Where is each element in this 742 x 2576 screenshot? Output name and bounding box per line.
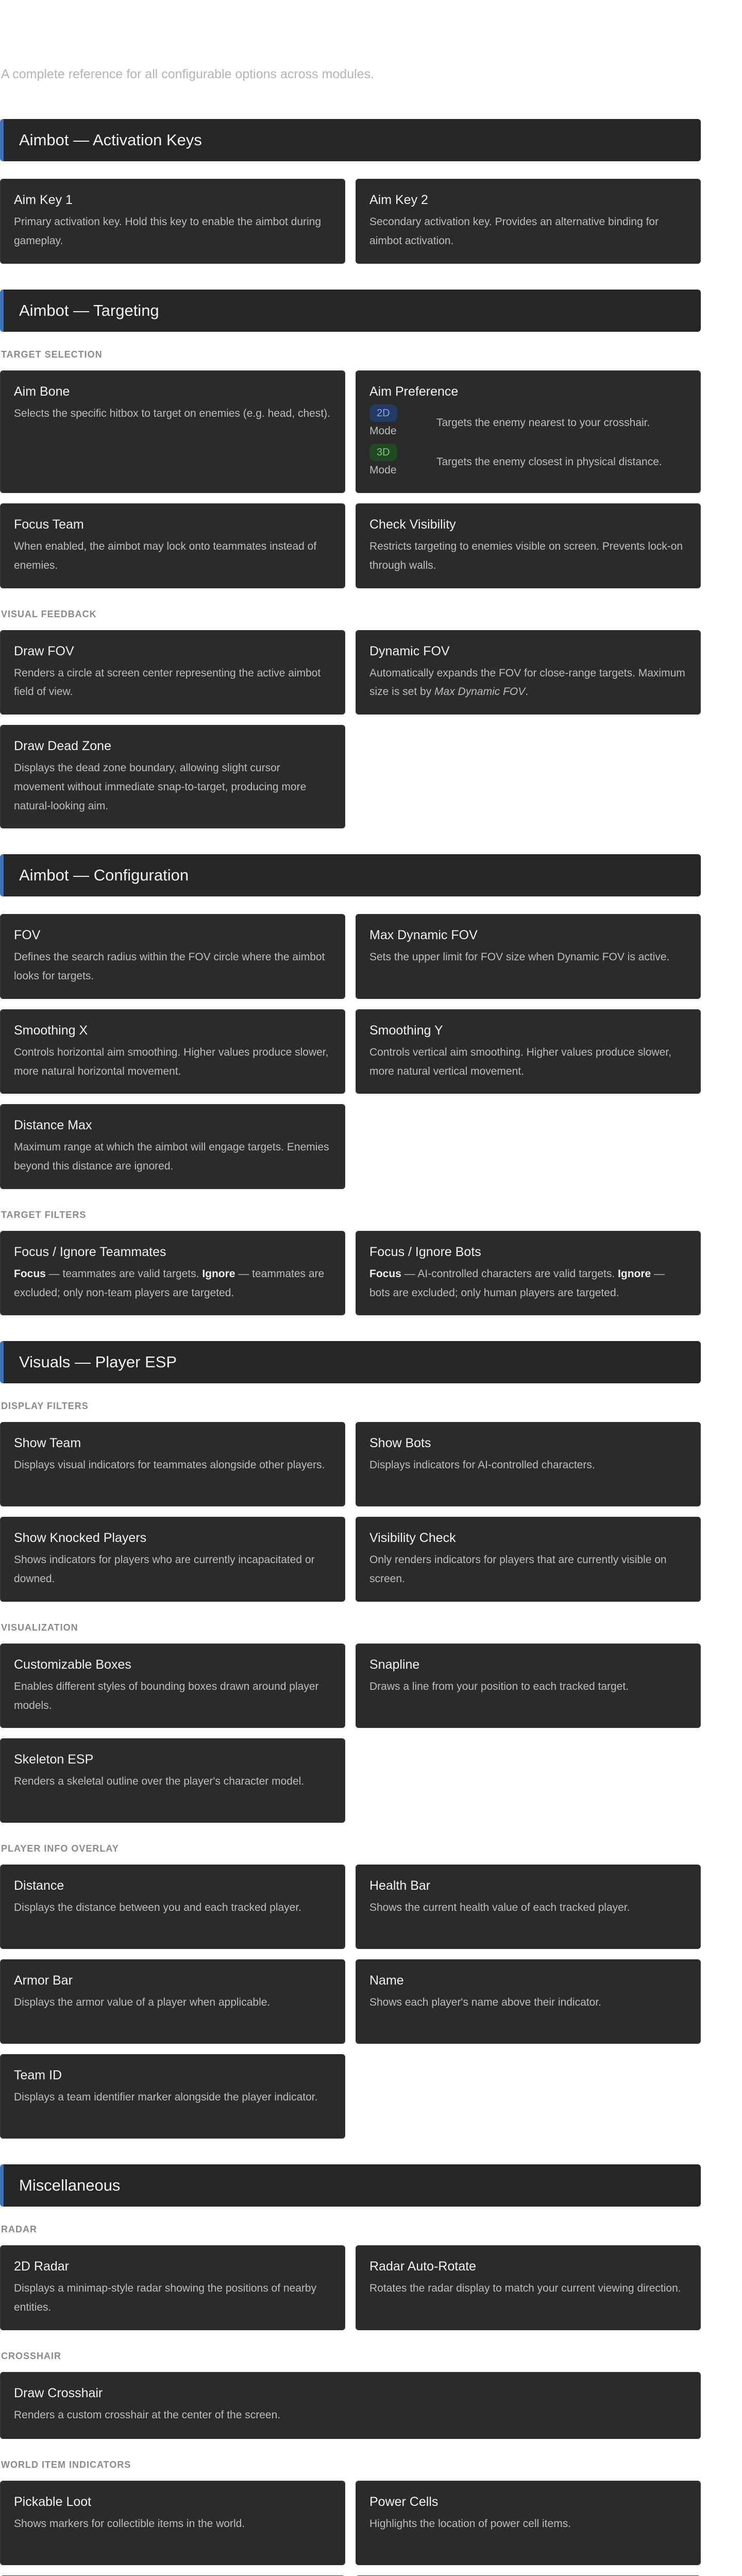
card-desc: Renders a custom crosshair at the center of the screen. [14,2409,281,2421]
card-desc: Draws a line from your position to each tracked target. [369,1680,629,1692]
card-show-knocked-players [0,1517,345,1602]
card-title: Max Dynamic FOV [369,928,478,943]
section-activation [0,119,701,264]
card-title: Armor Bar [14,1973,73,1988]
card-desc: Selects the specific hitbox to target on enemies (e.g. head, chest). [14,407,331,419]
subheading-crosshair: CROSSHAIR [1,2350,62,2361]
card-grid [0,370,701,588]
card-desc: Highlights the location of power cell items. [369,2517,571,2530]
card-title: Power Cells [369,2494,439,2509]
card-title: Distance Max [14,1118,92,1133]
section-header-activation: Aimbot — Activation Keys [0,119,701,161]
card-title: Draw Crosshair [14,2385,103,2400]
card-desc: Displays a team identifier marker alongside the player indicator. [14,2091,318,2104]
card-desc: Displays visual indicators for teammates alongside other players. [14,1459,325,1471]
card-title: 2D Radar [14,2259,69,2274]
section-header-miscellaneous: Miscellaneous [0,2164,701,2207]
card-aim-bone [0,370,345,494]
card-title: Snapline [369,1657,420,1672]
card-desc: Shows indicators for players who are currently incapacitated or downed. [14,1554,315,1585]
card-grid [0,914,701,1189]
card-row [0,2372,701,2439]
card-desc: Displays the armor value of a player when applicable. [14,1996,271,2009]
card-desc: Displays the distance between you and each tracked player. [14,1902,302,1914]
card-title: Draw FOV [14,643,74,658]
card-grid [0,1231,701,1316]
card-desc: Maximum range at which the aimbot will engage targets. Enemies beyond this distance are ignored. [14,1141,329,1172]
card-title: Skeleton ESP [14,1752,94,1767]
card-snapline [356,1643,701,1728]
card-distance-max [0,1104,345,1189]
card-focus-ignore-teammates [0,1231,345,1316]
card-title: Health Bar [369,1878,431,1893]
card-desc [369,1265,687,1303]
card-title: Draw Dead Zone [14,739,111,753]
section-header-player-esp: Visuals — Player ESP [0,1341,701,1383]
card-title: FOV [14,928,41,943]
section-header-targeting: Aimbot — Targeting [0,290,701,332]
desc-text: — bots are excluded; only human players are targeted. [369,1267,665,1299]
card-title: Show Bots [369,1436,431,1451]
card-grid [0,2245,701,2330]
card-pickable-loot [0,2481,345,2565]
card-desc: Secondary activation key. Provides an alternative binding for aimbot activation. [369,216,659,247]
card-title: Show Team [14,1436,81,1451]
mode-label: Mode [369,464,397,477]
card-title: Aim Key 2 [369,193,428,207]
card-focus-team [0,503,345,588]
focus-label: Focus [14,1267,46,1280]
card-max-dynamic-fov [356,914,701,999]
ignore-label: Ignore [618,1267,651,1280]
desc-text: Automatically expands the FOV for close-range targets. Maximum size is set by [369,667,685,698]
card-desc: Renders a circle at screen center representing the active aimbot field of view. [14,667,321,698]
card-armor-bar [0,1959,345,2044]
card-show-bots [356,1422,701,1506]
mode-label: Mode [369,425,397,437]
pref-row-2d [369,404,687,441]
card-title: Aim Key 1 [14,193,73,207]
card-desc: Shows markers for collectible items in the world. [14,2517,245,2530]
card-desc: Controls vertical aim smoothing. Higher values produce slower, more natural vertical movement. [369,1046,671,1077]
card-desc [369,664,687,702]
section-configuration [0,854,701,1315]
card-check-visibility [356,503,701,588]
card-smoothing-y [356,1009,701,1094]
subheading-target-filters: TARGET FILTERS [1,1209,87,1220]
card-grid [0,179,701,264]
card-show-team [0,1422,345,1506]
subheading-world-item-indicators: WORLD ITEM INDICATORS [1,2459,131,2470]
card-desc: Renders a skeletal outline over the player's character model. [14,1775,305,1788]
badge-3d: 3D [369,444,397,461]
desc-text: — teammates are excluded; only non-team players are targeted. [14,1267,325,1299]
card-desc: Only renders indicators for players that are currently visible on screen. [369,1554,667,1585]
card-2d-radar [0,2245,345,2330]
card-title: Team ID [14,2068,62,2083]
pref-row-3d [369,444,687,480]
card-power-cells [356,2481,701,2565]
card-draw-crosshair [0,2372,701,2439]
desc-text: . [525,686,529,698]
card-desc [14,1265,331,1303]
card-desc: Primary activation key. Hold this key to enable the aimbot during gameplay. [14,216,322,247]
card-desc: Displays a minimap-style radar showing the positions of nearby entities. [14,2282,317,2313]
card-grid [0,2481,701,2576]
card-health-bar [356,1865,701,1949]
desc-emphasis: Max Dynamic FOV [434,686,526,698]
subheading-radar: RADAR [1,2224,37,2235]
card-title: Aim Preference [369,384,459,399]
card-title: Smoothing X [14,1023,88,1038]
card-title: Focus / Ignore Teammates [14,1244,166,1259]
card-draw-fov [0,630,345,715]
card-desc: Shows each player's name above their indicator. [369,1996,601,2009]
card-smoothing-x [0,1009,345,1094]
focus-label: Focus [369,1267,401,1280]
card-dynamic-fov [356,630,701,715]
card-title: Radar Auto-Rotate [369,2259,477,2274]
pref-desc-2d: Targets the enemy nearest to your crosshair. [436,416,650,429]
card-title: Customizable Boxes [14,1657,131,1672]
card-aim-key-1 [0,179,345,264]
card-grid [0,1643,701,1823]
card-title: Aim Bone [14,384,70,399]
card-title: Focus Team [14,517,84,532]
subheading-visualization: VISUALIZATION [1,1622,78,1633]
card-title: Pickable Loot [14,2494,92,2509]
card-desc: Displays the dead zone boundary, allowing slight cursor movement without immediate snap-to-target, producing more natural-looking aim. [14,762,307,812]
ignore-label: Ignore [202,1267,235,1280]
card-skeleton-esp [0,1738,345,1823]
card-name [356,1959,701,2044]
card-distance [0,1865,345,1949]
card-focus-ignore-bots [356,1231,701,1316]
card-desc: Sets the upper limit for FOV size when Dynamic FOV is active. [369,951,670,963]
card-title: Show Knocked Players [14,1531,147,1546]
subheading-visual-feedback: VISUAL FEEDBACK [1,608,97,619]
card-title: Name [369,1973,404,1988]
section-header-configuration: Aimbot — Configuration [0,854,701,896]
card-grid [0,1865,701,2139]
card-title: Check Visibility [369,517,456,532]
card-visibility-check [356,1517,701,1602]
card-desc: Controls horizontal aim smoothing. Higher values produce slower, more natural horizontal movement. [14,1046,329,1077]
card-aim-key-2 [356,179,701,264]
card-desc: Restricts targeting to enemies visible on screen. Prevents lock-on through walls. [369,540,683,571]
desc-text: — AI-controlled characters are valid targets. [401,1267,618,1280]
card-aim-preference [356,370,701,494]
section-targeting [0,290,701,829]
card-desc: Enables different styles of bounding boxes drawn around player models. [14,1680,319,1711]
section-player-esp [0,1341,701,2139]
card-desc: Shows the current health value of each tracked player. [369,1902,630,1914]
badge-2d: 2D [369,404,397,422]
page-intro: A complete reference for all configurable options across modules. [1,67,374,81]
card-grid [0,1422,701,1602]
subheading-target-selection: TARGET SELECTION [1,349,103,360]
subheading-display-filters: DISPLAY FILTERS [1,1401,89,1412]
card-desc: Rotates the radar display to match your current viewing direction. [369,2282,681,2295]
card-team-id [0,2054,345,2139]
card-title: Smoothing Y [369,1023,443,1038]
desc-text: — teammates are valid targets. [45,1267,203,1280]
card-customizable-boxes [0,1643,345,1728]
pref-desc-3d: Targets the enemy closest in physical distance. [436,456,662,468]
card-desc: Displays indicators for AI-controlled characters. [369,1459,595,1471]
subheading-player-info-overlay: PLAYER INFO OVERLAY [1,1843,119,1854]
card-title: Distance [14,1878,64,1893]
card-title: Dynamic FOV [369,643,450,658]
card-fov [0,914,345,999]
card-desc: When enabled, the aimbot may lock onto teammates instead of enemies. [14,540,317,571]
card-grid [0,630,701,829]
card-title: Focus / Ignore Bots [369,1244,481,1259]
card-title: Visibility Check [369,1531,456,1546]
card-radar-auto-rotate [356,2245,701,2330]
section-miscellaneous [0,2164,701,2576]
card-draw-dead-zone [0,725,345,828]
card-desc: Defines the search radius within the FOV circle where the aimbot looks for targets. [14,951,325,982]
